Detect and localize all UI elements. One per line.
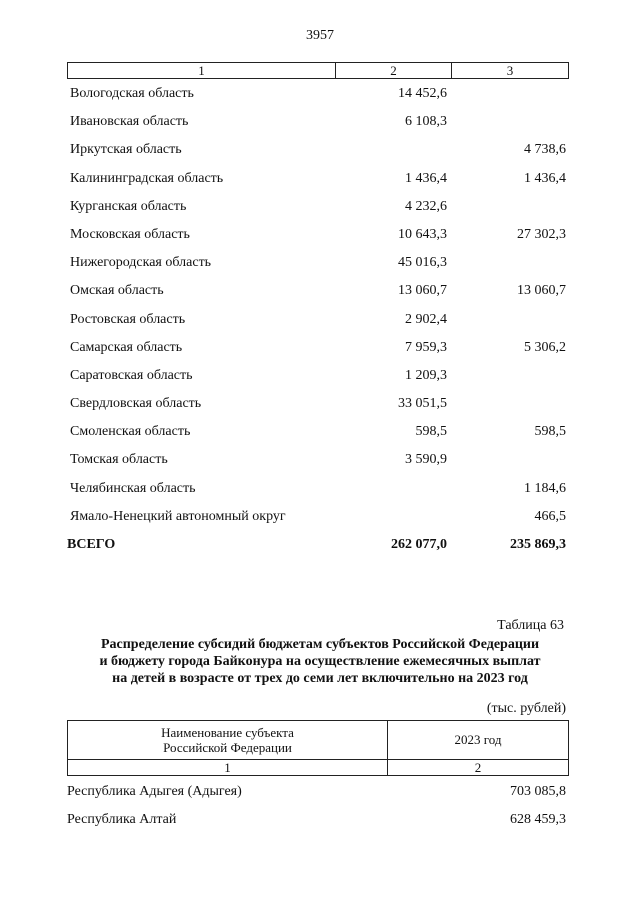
value-col-3: 27 302,3 bbox=[517, 226, 566, 242]
region-name: Свердловская область bbox=[70, 396, 202, 412]
header-year: 2023 год bbox=[454, 732, 502, 747]
table1-col-1: 1 bbox=[68, 63, 336, 78]
region-name: Самарская область bbox=[70, 339, 183, 355]
region-name: Томская область bbox=[70, 452, 168, 468]
value-col-2: 2 902,4 bbox=[405, 311, 447, 327]
value-col-3: 4 738,6 bbox=[524, 142, 566, 158]
value-col-2: 33 051,5 bbox=[398, 396, 447, 412]
subject-value: 628 459,3 bbox=[510, 812, 566, 827]
table-row bbox=[0, 812, 640, 840]
table-title bbox=[60, 636, 580, 687]
region-name: Смоленская область bbox=[70, 424, 191, 440]
table-row bbox=[0, 169, 640, 197]
page-number: 3957 bbox=[306, 28, 334, 43]
region-name: Курганская область bbox=[70, 198, 187, 214]
value-col-2: 1 209,3 bbox=[405, 367, 447, 383]
total-row bbox=[0, 535, 640, 563]
table-row bbox=[0, 450, 640, 478]
table-title-line: Распределение субсидий бюджетам субъектов Российской Федерации bbox=[100, 637, 540, 652]
table-row bbox=[0, 422, 640, 450]
table-row bbox=[0, 281, 640, 309]
region-name: Ивановская область bbox=[70, 114, 189, 130]
region-name: Московская область bbox=[70, 226, 190, 242]
value-col-3: 1 436,4 bbox=[524, 170, 566, 186]
table-row bbox=[0, 338, 640, 366]
table-row bbox=[0, 507, 640, 535]
value-col-2: 3 590,9 bbox=[405, 452, 447, 468]
region-name: Вологодская область bbox=[70, 86, 194, 101]
table-row bbox=[0, 197, 640, 225]
table-title-line: и бюджету города Байконура на осуществление ежемесячных выплат bbox=[99, 654, 541, 669]
region-name: Ямало-Ненецкий автономный округ bbox=[70, 508, 286, 524]
value-col-2: 13 060,7 bbox=[398, 283, 447, 299]
region-name: Калининградская область bbox=[70, 170, 224, 186]
region-name: Ростовская область bbox=[70, 311, 186, 327]
table1-col-3: 3 bbox=[506, 63, 514, 78]
table2-header bbox=[67, 720, 569, 760]
header-subject-name bbox=[68, 721, 388, 759]
value-col-2: 1 436,4 bbox=[405, 170, 447, 186]
table1-column-numbers bbox=[67, 62, 569, 79]
value-col-3: 466,5 bbox=[534, 508, 566, 524]
total-col-3: 235 869,3 bbox=[510, 537, 566, 552]
header-subject-line: Российской Федерации bbox=[163, 740, 292, 755]
table2-col-2: 2 bbox=[474, 760, 482, 775]
value-col-3: 1 184,6 bbox=[524, 480, 566, 496]
region-name: Саратовская область bbox=[70, 367, 193, 383]
table2-body bbox=[0, 784, 640, 840]
subject-name: Республика Алтай bbox=[67, 812, 177, 827]
value-col-2: 7 959,3 bbox=[405, 339, 447, 355]
table-row bbox=[0, 140, 640, 168]
table-row bbox=[0, 112, 640, 140]
table-row bbox=[0, 310, 640, 338]
table2-column-numbers bbox=[67, 760, 569, 776]
table-row bbox=[0, 225, 640, 253]
table-row bbox=[0, 784, 640, 812]
total-col-2: 262 077,0 bbox=[391, 537, 447, 552]
table-row bbox=[0, 366, 640, 394]
region-name: Нижегородская область bbox=[70, 255, 212, 271]
value-col-3: 5 306,2 bbox=[524, 339, 566, 355]
value-col-2: 14 452,6 bbox=[398, 86, 447, 101]
header-subject-line: Наименование субъекта bbox=[161, 725, 294, 740]
subject-name: Республика Адыгея (Адыгея) bbox=[67, 784, 242, 799]
table2-col-1: 1 bbox=[68, 760, 388, 775]
subject-value: 703 085,8 bbox=[510, 784, 566, 799]
table-row bbox=[0, 84, 640, 112]
table1-col-2: 2 bbox=[336, 63, 452, 78]
table-label: Таблица 63 bbox=[497, 618, 564, 633]
value-col-3: 13 060,7 bbox=[517, 283, 566, 299]
value-col-2: 45 016,3 bbox=[398, 255, 447, 271]
total-label: ВСЕГО bbox=[67, 537, 116, 552]
table-row bbox=[0, 253, 640, 281]
value-col-3: 598,5 bbox=[534, 424, 566, 440]
table-title-line: на детей в возрасте от трех до семи лет включительно на 2023 год bbox=[112, 671, 528, 686]
region-name: Челябинская область bbox=[70, 480, 196, 496]
units-label: (тыс. рублей) bbox=[486, 701, 566, 716]
value-col-2: 598,5 bbox=[415, 424, 447, 440]
table1-body bbox=[0, 84, 640, 563]
table-row bbox=[0, 479, 640, 507]
value-col-2: 6 108,3 bbox=[405, 114, 447, 130]
region-name: Омская область bbox=[70, 283, 164, 299]
value-col-2: 10 643,3 bbox=[398, 226, 447, 242]
region-name: Иркутская область bbox=[70, 142, 182, 158]
table-row bbox=[0, 394, 640, 422]
value-col-2: 4 232,6 bbox=[405, 198, 447, 214]
